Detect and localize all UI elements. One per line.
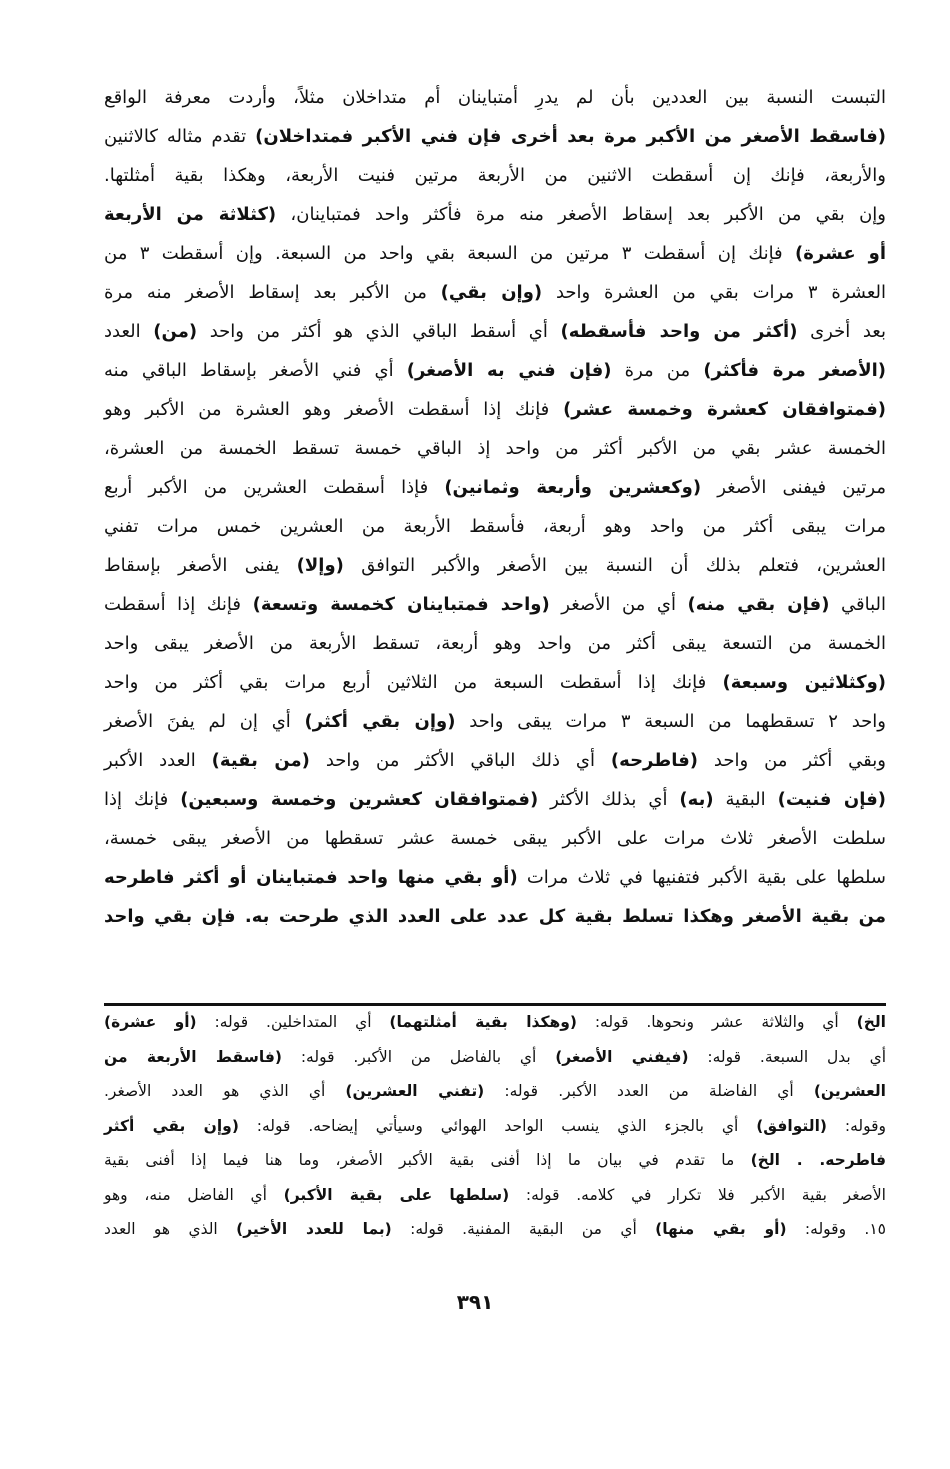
text-segment: أي أسقط الباقي الذي هو أكثر من واحد — [197, 321, 561, 342]
quoted-text: (من بقية) — [211, 750, 310, 771]
text-segment: أي ذلك الباقي الأكثر من واحد — [309, 750, 611, 771]
quoted-text: (فيفني الأصغر) — [555, 1047, 689, 1066]
quoted-text: (أو بقي منها) — [655, 1220, 787, 1238]
text-line — [104, 429, 886, 468]
quoted-text: (التوافق) — [756, 1116, 827, 1135]
quoted-text: أو عشرة) — [795, 243, 886, 264]
text-segment: فإنك إذا أسقطت الأصغر وهو العشرة من الأكبر وهو — [104, 399, 564, 420]
text-segment: أي من البقية المفنية. قوله: — [391, 1220, 656, 1238]
quoted-text: (وإن بقي أكثر) — [304, 711, 456, 732]
quoted-text: (وإلا) — [296, 555, 344, 576]
text-segment: أي الفاضلة من العدد الأكبر. قوله: — [484, 1082, 814, 1100]
text-segment: الباقي — [829, 594, 887, 615]
text-segment: أي فني الأصغر بإسقاط الباقي منه — [104, 360, 407, 381]
text-line — [104, 819, 886, 858]
quoted-text: (أو عشرة) — [104, 1013, 197, 1031]
text-line — [104, 546, 886, 585]
quoted-text: الخ) — [856, 1013, 886, 1031]
footnote-line — [104, 1212, 886, 1247]
footnote-line — [104, 1074, 886, 1109]
text-line — [104, 780, 886, 819]
text-line — [104, 624, 886, 663]
text-line — [104, 897, 886, 936]
text-line — [104, 663, 886, 702]
text-line — [104, 156, 886, 195]
text-segment: بعد أخرى — [797, 321, 886, 342]
text-segment: الذي هو العدد — [104, 1220, 237, 1238]
quoted-text: (وكعشرين وأربعة وثمانين) — [444, 477, 702, 498]
text-segment: سلطت الأصغر ثلاث مرات على الأكبر يبقى خمسة عشر تسقطها من الأصغر يبقى خمسة، — [104, 828, 886, 849]
footnote-line — [104, 1143, 886, 1178]
quoted-text: (الأصغر مرة فأكثر) — [703, 360, 886, 381]
quoted-text: (وإن بقي أكثر — [104, 1116, 239, 1135]
text-segment: ما تقدم في بيان ما إذا أفنى بقية الأكبر الأصغر، وما هنا فيما إذا أفنى بقية — [104, 1151, 751, 1169]
text-segment: الخمسة عشر بقي من الأكبر أكثر من واحد إذ الباقي خمسة تسقط الخمسة من العشرة، — [104, 438, 886, 459]
text-segment: أي بالفاضل من الأكبر. قوله: — [281, 1047, 556, 1066]
text-line — [104, 78, 886, 117]
quoted-text: فاطرحه. . الخ) — [750, 1151, 886, 1169]
text-segment: مرتين فيفنى الأصغر — [701, 477, 886, 498]
text-segment: العدد — [104, 321, 154, 342]
quoted-text: (وكثلاثين وسبعة) — [722, 672, 886, 693]
footnote-line — [104, 1178, 886, 1213]
quoted-text: العشرين) — [813, 1082, 886, 1100]
text-segment: البقية — [713, 789, 778, 810]
text-segment: سلطها على بقية الأكبر فتفنيها في ثلاث مرات — [517, 867, 886, 888]
quoted-text: (بما للعدد الأخير) — [236, 1220, 392, 1238]
footnote-line — [104, 1040, 886, 1075]
quoted-text: (من) — [153, 321, 198, 342]
text-segment: الأصغر بقية الأكبر فلا تكرار في كلامه. قوله: — [509, 1185, 886, 1204]
text-line — [104, 585, 886, 624]
footnote-line — [104, 1109, 886, 1144]
text-segment: والأربعة، فإنك إن أسقطت الاثنين من الأربعة مرتين فنيت الأربعة، وهكذا بقية أمثلتها. — [104, 165, 886, 186]
text-segment: أي الفاضل منه، وهو — [104, 1185, 284, 1204]
text-segment: تقدم مثاله كالاثنين — [104, 126, 256, 147]
text-segment: التبست النسبة بين العددين بأن لم يدرِ أمتباينان أم متداخلان مثلاً، وأردت معرفة الواقع — [104, 87, 886, 108]
text-segment: وقوله: — [826, 1116, 886, 1135]
text-line — [104, 702, 886, 741]
text-segment: أي والثلاثة عشر ونحوها. قوله: — [576, 1013, 857, 1031]
text-line — [104, 234, 886, 273]
text-line — [104, 468, 886, 507]
quoted-text: (واحد فمتباينان كخمسة وتسعة) — [252, 594, 550, 615]
text-segment: من الأكبر بعد إسقاط الأصغر منه مرة — [104, 282, 441, 303]
text-line — [104, 312, 886, 351]
text-segment: ١٥. وقوله: — [786, 1220, 887, 1238]
page-number: ٣٩١ — [456, 1290, 494, 1314]
text-segment: العشرة ٣ مرات بقي من العشرة واحد — [542, 282, 887, 303]
text-segment: أي إن لم يفنَ الأصغر — [104, 711, 305, 732]
text-line — [104, 390, 886, 429]
text-segment: وإن بقي من الأكبر بعد إسقاط الأصغر منه مرة فأكثر واحد فمتباينان، — [276, 204, 886, 225]
quoted-text: (فإن بقي منه) — [687, 594, 830, 615]
quoted-text: (أو بقي منها واحد فمتباينان أو أكثر فاطرحه — [104, 867, 518, 888]
text-segment: مرات يبقى أكثر من واحد وهو أربعة، فأسقط الأربعة من العشرين خمس مرات تفني — [104, 516, 886, 537]
text-segment: فإنك إذا أسقطت — [104, 594, 253, 615]
quoted-text: (فاطرحه) — [610, 750, 698, 771]
quoted-text: (فاسقط الأربعة من — [104, 1047, 282, 1066]
quoted-text: من بقية الأصغر وهكذا تسلط بقية كل عدد على العدد الذي طرحت به. فإن بقي واحد — [104, 906, 886, 927]
text-segment: الخمسة من التسعة يبقى أكثر من واحد وهو أربعة، تسقط الأربعة من الأصغر يبقى واحد — [104, 633, 886, 654]
quoted-text: (به) — [679, 789, 714, 810]
text-segment: من مرة — [611, 360, 704, 381]
text-line — [104, 273, 886, 312]
quoted-text: (وهكذا بقية أمثلتهما) — [389, 1013, 577, 1031]
text-line — [104, 351, 886, 390]
text-line — [104, 858, 886, 897]
text-segment: واحد ٢ تسقطهما من السبعة ٣ مرات يبقى واحد — [455, 711, 886, 732]
quoted-text: (أكثر من واحد فأسقطه) — [560, 321, 798, 342]
quoted-text: (تفني العشرين) — [345, 1082, 485, 1100]
text-segment: وبقي أكثر من واحد — [697, 750, 886, 771]
text-segment: فإنك إن أسقطت ٣ مرتين من السبعة بقي واحد من السبعة. وإن أسقطت ٣ من — [104, 243, 796, 264]
quoted-text: (فمتوافقان كعشرين وخمسة وسبعين) — [180, 789, 539, 810]
quoted-text: (فمتوافقان كعشرة وخمسة عشر) — [563, 399, 886, 420]
text-line — [104, 507, 886, 546]
text-segment: فإذا أسقطت العشرين من الأكبر أربع — [104, 477, 445, 498]
quoted-text: (وإن بقي) — [440, 282, 543, 303]
footnotes — [104, 1005, 886, 1247]
text-segment: فإنك إذا — [104, 789, 181, 810]
text-line — [104, 117, 886, 156]
text-segment: أي بالجزء الذي ينسب الواحد الهوائي وسيأتي إيضاحه. قوله: — [238, 1116, 757, 1135]
main-text — [104, 78, 886, 936]
text-segment: أي الذي هو العدد الأصغر. — [104, 1082, 346, 1100]
text-segment: العدد الأكبر — [104, 750, 212, 771]
quoted-text: (كثلاثة من الأربعة — [104, 204, 277, 225]
text-segment: أي المتداخلين. قوله: — [196, 1013, 390, 1031]
quoted-text: (سلطها على بقية الأكبر) — [283, 1185, 510, 1204]
text-line — [104, 195, 886, 234]
text-segment: فإنك إذا أسقطت السبعة من الثلاثين أربع مرات بقي أكثر من واحد — [104, 672, 723, 693]
text-segment: أي بدل السبعة. قوله: — [688, 1047, 887, 1066]
text-segment: العشرين، فتعلم بذلك أن النسبة بين الأصغر والأكبر التوافق — [343, 555, 886, 576]
quoted-text: (فإن فنيت) — [777, 789, 886, 810]
quoted-text: (فإن فني به الأصغر) — [406, 360, 612, 381]
text-segment: يفنى الأصغر بإسقاط — [104, 555, 297, 576]
text-segment: أي بذلك الأكثر — [538, 789, 680, 810]
quoted-text: (فاسقط الأصغر من الأكبر مرة بعد أخرى فإن فني الأكبر فمتداخلان) — [255, 126, 886, 147]
text-line — [104, 741, 886, 780]
text-segment: أي من الأصغر — [549, 594, 688, 615]
footnote-line — [104, 1005, 886, 1040]
